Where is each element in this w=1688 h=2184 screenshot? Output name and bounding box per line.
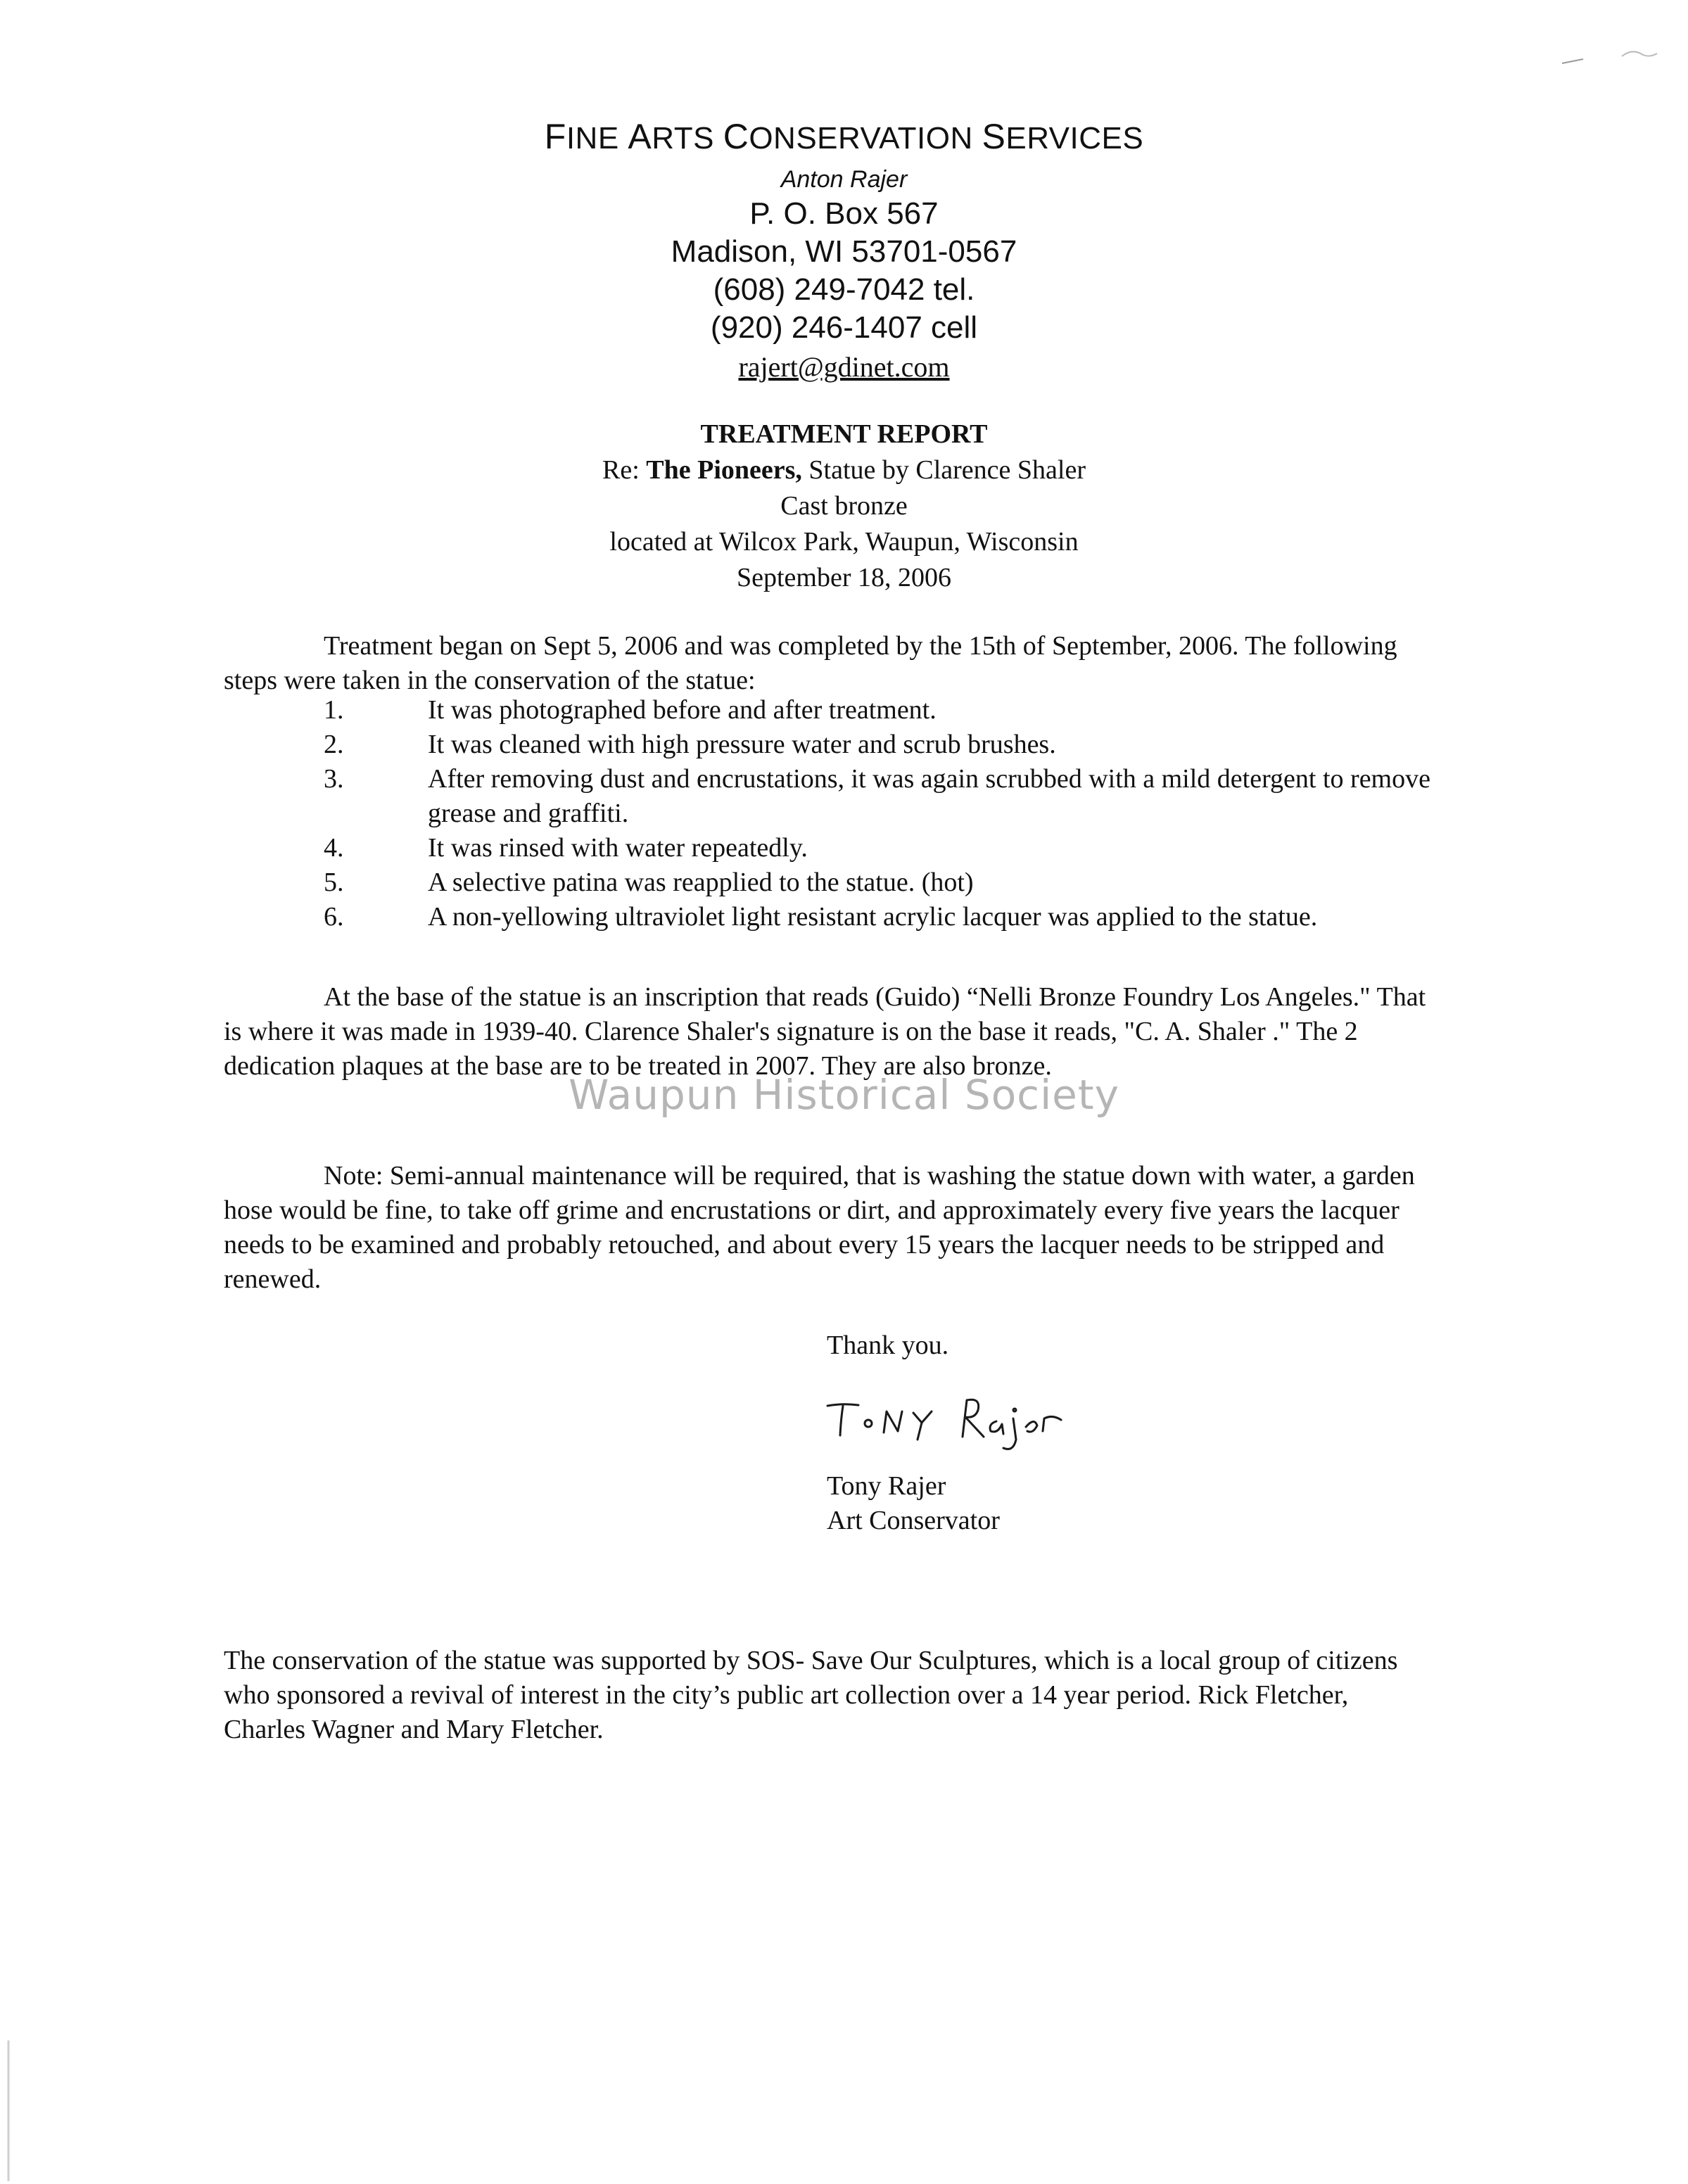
step-text: It was rinsed with water repeatedly. bbox=[428, 833, 808, 863]
intro-paragraph: Treatment began on Sept 5, 2006 and was completed by the 15th of September, 2006. The following steps were taken in the conservation of the statue: bbox=[224, 631, 1397, 695]
step-text: After removing dust and encrustations, it was again scrubbed with a mild detergent to remove grease and graffiti. bbox=[428, 764, 1430, 828]
scan-artifact-mark bbox=[1555, 42, 1661, 70]
list-item bbox=[224, 693, 1434, 728]
list-item bbox=[224, 728, 1434, 762]
intro-block bbox=[224, 629, 1434, 698]
letterhead-city: Madison, WI 53701-0567 bbox=[671, 234, 1017, 269]
report-subject bbox=[0, 452, 1688, 488]
company-word-1: FINE bbox=[544, 117, 628, 156]
signature-text: Tony Rajer bbox=[822, 1460, 828, 1461]
step-number: 3. bbox=[324, 764, 344, 794]
step-text: A non-yellowing ultraviolet light resistant acrylic lacquer was applied to the statue. bbox=[428, 902, 1318, 932]
support-block bbox=[224, 1644, 1434, 1747]
step-text: It was cleaned with high pressure water and scrub brushes. bbox=[428, 730, 1056, 759]
company-name bbox=[0, 111, 1688, 164]
report-location: located at Wilcox Park, Waupun, Wisconsin bbox=[609, 527, 1079, 557]
inscription-paragraph: At the base of the statue is an inscription that reads (Guido) “Nelli Bronze Foundry Los Angeles." That is where it was made in 1939-40. Clarence Shaler's signature is on the base it reads, "C. A. Shaler ." The 2 dedication plaques at the base are to be treated in 2007. They are also bronze. bbox=[224, 982, 1426, 1081]
letterhead-po-box: P. O. Box 567 bbox=[749, 196, 939, 231]
watermark: Waupun Historical Society bbox=[569, 1071, 1119, 1119]
step-number: 4. bbox=[324, 833, 344, 863]
closing-thanks: Thank you. bbox=[827, 1331, 949, 1360]
step-number: 5. bbox=[324, 868, 344, 897]
support-paragraph: The conservation of the statue was supported by SOS- Save Our Sculptures, which is a local group of citizens who sponsored a revival of interest in the city’s public art collection over a 14 year period. Rick Fletcher, Charles Wagner and Mary Fletcher. bbox=[224, 1646, 1398, 1744]
company-word-3: CONSERVATION bbox=[723, 117, 982, 156]
company-word-2: ARTS bbox=[628, 117, 723, 156]
letterhead-email: rajert@gdinet.com bbox=[738, 351, 950, 383]
re-rest: Statue by Clarence Shaler bbox=[808, 455, 1086, 485]
handwritten-signature bbox=[822, 1385, 1089, 1462]
re-prefix: Re: bbox=[602, 455, 640, 485]
re-subject: The Pioneers, bbox=[646, 455, 802, 485]
inscription-block bbox=[224, 980, 1434, 1084]
note-block bbox=[224, 1159, 1434, 1297]
letterhead-person: Anton Rajer bbox=[780, 166, 908, 193]
report-material: Cast bronze bbox=[780, 491, 908, 521]
step-number: 6. bbox=[324, 902, 344, 932]
step-number: 1. bbox=[324, 695, 344, 725]
list-item bbox=[224, 865, 1434, 900]
letterhead bbox=[0, 111, 1688, 388]
list-item bbox=[224, 831, 1434, 865]
report-title: TREATMENT REPORT bbox=[700, 419, 988, 449]
list-item bbox=[224, 900, 1434, 934]
step-number: 2. bbox=[324, 730, 344, 759]
signer-name: Tony Rajer bbox=[827, 1471, 946, 1501]
report-date: September 18, 2006 bbox=[736, 563, 951, 592]
signer-title: Art Conservator bbox=[827, 1506, 1000, 1535]
letterhead-phone: (608) 249-7042 tel. bbox=[713, 272, 975, 307]
report-heading bbox=[0, 417, 1688, 596]
note-paragraph: Note: Semi-annual maintenance will be required, that is washing the statue down with water, a garden hose would be fine, to take off grime and encrustations or dirt, and approximately every five years the lacquer needs to be examined and probably retouched, and about every 15 years the lacquer needs to be stripped and renewed. bbox=[224, 1161, 1415, 1294]
list-item bbox=[224, 762, 1434, 831]
treatment-steps-list bbox=[224, 693, 1434, 934]
step-text: It was photographed before and after treatment. bbox=[428, 695, 937, 725]
letterhead-cell: (920) 246-1407 cell bbox=[710, 310, 978, 345]
scan-edge-mark bbox=[6, 2040, 20, 2181]
step-text: A selective patina was reapplied to the statue. (hot) bbox=[428, 868, 974, 897]
company-word-4: SERVICES bbox=[982, 117, 1144, 156]
